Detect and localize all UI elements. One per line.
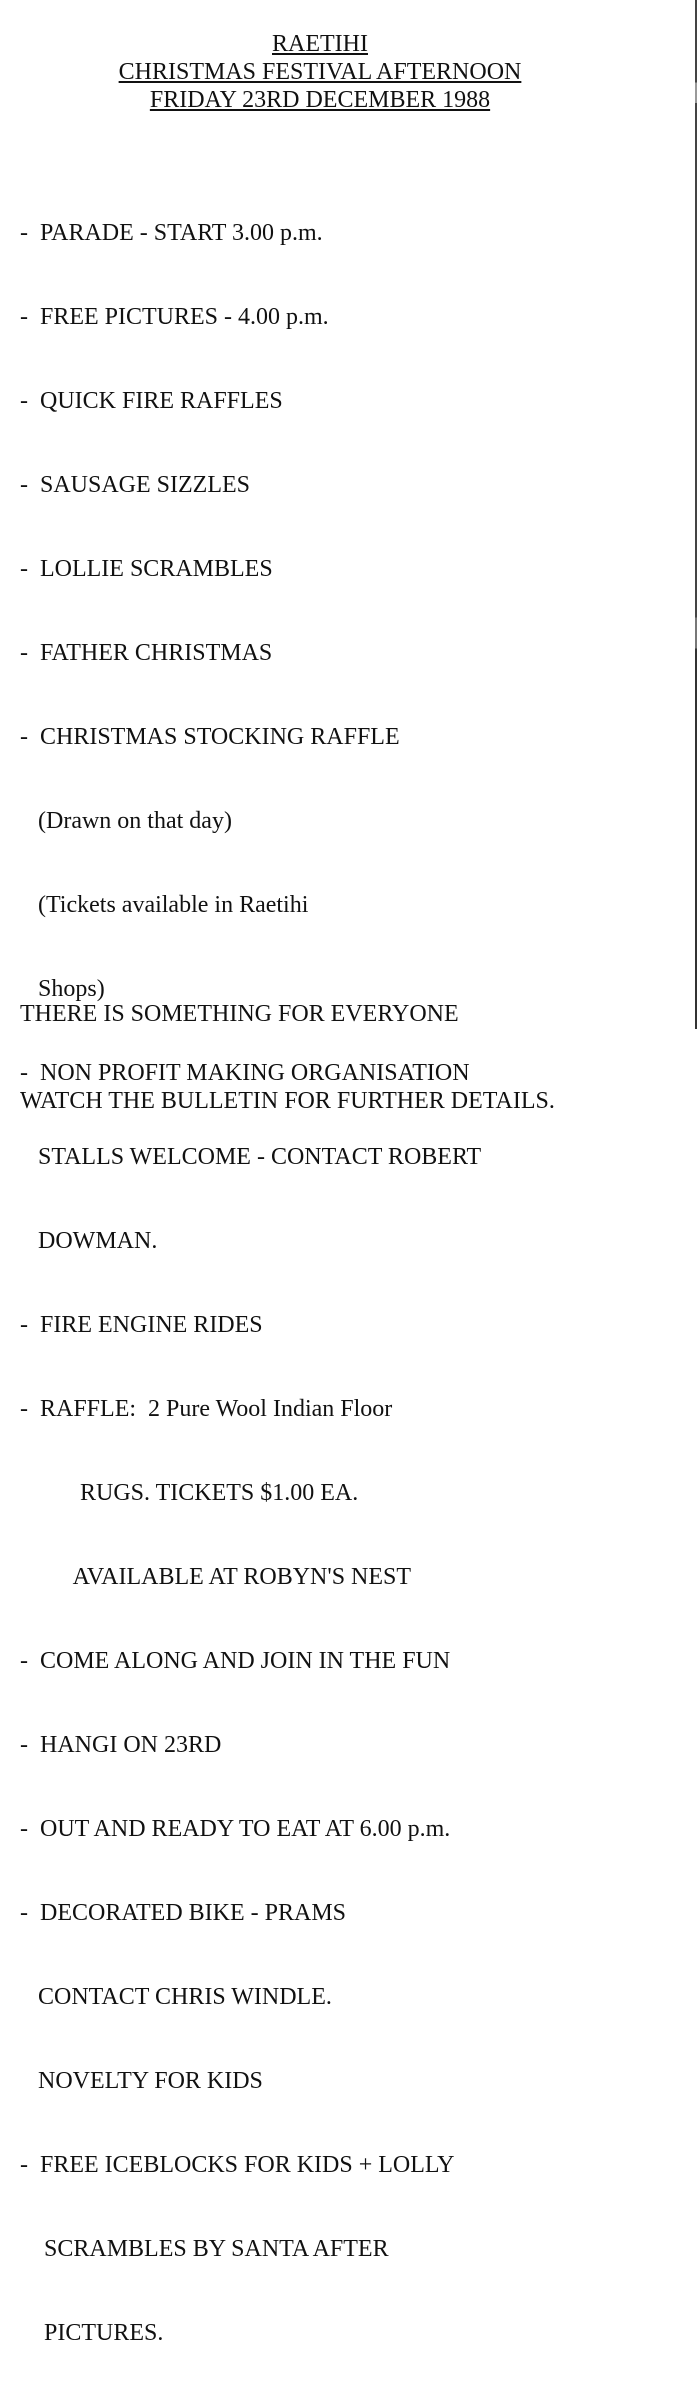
list-item: - DECORATED BIKE - PRAMS xyxy=(20,1900,347,1926)
footer-line-bulletin: WATCH THE BULLETIN FOR FURTHER DETAILS. xyxy=(20,1088,555,1114)
title-line-event: CHRISTMAS FESTIVAL AFTERNOON xyxy=(118,59,522,85)
title-line-date: FRIDAY 23RD DECEMBER 1988 xyxy=(149,87,491,113)
list-item: - FREE ICEBLOCKS FOR KIDS + LOLLY xyxy=(20,2152,455,2178)
list-item: AVAILABLE AT ROBYN'S NEST xyxy=(20,1564,412,1590)
list-item: - FIRE ENGINE RIDES xyxy=(20,1312,263,1338)
list-item: - FREE PICTURES - 4.00 p.m. xyxy=(20,304,329,330)
list-item: - SAUSAGE SIZZLES xyxy=(20,472,251,498)
list-item: - QUICK FIRE RAFFLES xyxy=(20,388,283,414)
list-item: - RAFFLE: 2 Pure Wool Indian Floor xyxy=(20,1396,393,1422)
footer-line-everyone: THERE IS SOMETHING FOR EVERYONE xyxy=(20,1001,459,1027)
list-item: (Drawn on that day) xyxy=(20,808,232,834)
list-item: - PARADE - START 3.00 p.m. xyxy=(20,220,323,246)
list-item: (Tickets available in Raetihi xyxy=(20,892,309,918)
page-edge-border xyxy=(695,0,697,1029)
list-item: Shops) xyxy=(20,976,105,1002)
list-item: PICTURES. xyxy=(20,2320,164,2346)
list-item: - NON PROFIT MAKING ORGANISATION xyxy=(20,1060,470,1086)
title-line-town: RAETIHI xyxy=(272,31,368,57)
list-item: - LOLLIE SCRAMBLES xyxy=(20,556,273,582)
list-item: RUGS. TICKETS $1.00 EA. xyxy=(20,1480,359,1506)
list-item: NOVELTY FOR KIDS xyxy=(20,2068,263,2094)
list-item: DOWMAN. xyxy=(20,1228,158,1254)
event-list xyxy=(20,163,680,2403)
list-item: - FATHER CHRISTMAS xyxy=(20,640,273,666)
list-item: STALLS WELCOME - CONTACT ROBERT xyxy=(20,1144,482,1170)
list-item: - COME ALONG AND JOIN IN THE FUN xyxy=(20,1648,451,1674)
footer-notice xyxy=(20,942,680,1174)
list-item: - OUT AND READY TO EAT AT 6.00 p.m. xyxy=(20,1816,451,1842)
list-item: SCRAMBLES BY SANTA AFTER xyxy=(20,2236,389,2262)
list-item: CONTACT CHRIS WINDLE. xyxy=(20,1984,332,2010)
list-item: - HANGI ON 23RD xyxy=(20,1732,222,1758)
document-title xyxy=(0,30,640,114)
list-item: - CHRISTMAS STOCKING RAFFLE xyxy=(20,724,400,750)
